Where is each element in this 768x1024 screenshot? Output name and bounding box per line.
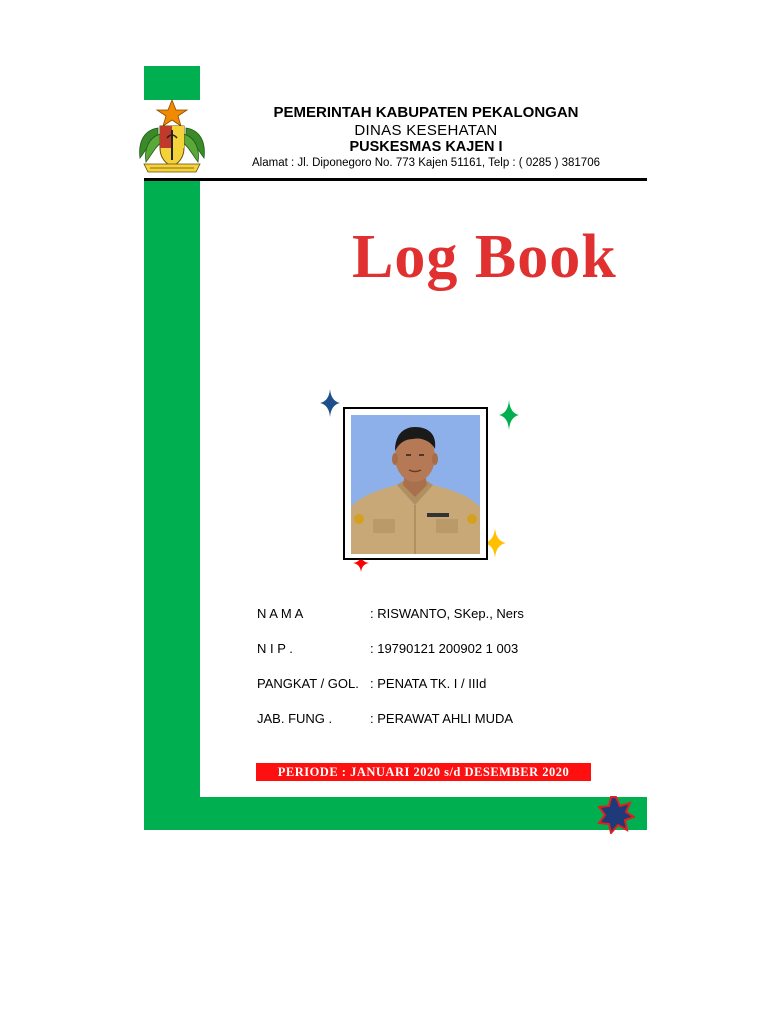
corner-star-icon bbox=[597, 796, 635, 834]
department-name: DINAS KESEHATAN bbox=[354, 122, 498, 139]
profile-photo-frame bbox=[343, 407, 488, 560]
regency-emblem-icon bbox=[136, 98, 208, 176]
header-rule bbox=[144, 178, 647, 181]
green-frame-horizontal bbox=[144, 797, 647, 830]
sparkle-blue-icon bbox=[320, 389, 340, 417]
letterhead bbox=[210, 104, 642, 171]
field-label: N A M A bbox=[257, 606, 304, 621]
field-value: : RISWANTO, SKep., Ners bbox=[370, 606, 524, 621]
field-value: : 19790121 200902 1 003 bbox=[370, 641, 519, 656]
field-label: JAB. FUNG . bbox=[257, 711, 333, 726]
person-portrait-icon bbox=[351, 415, 480, 554]
sparkle-green-icon bbox=[499, 400, 519, 430]
address: Alamat : Jl. Diponegoro No. 773 Kajen 51161, Telp : ( 0285 ) 381706 bbox=[252, 157, 600, 169]
field-value: : PENATA TK. I / IIId bbox=[370, 676, 487, 691]
field-label: N I P . bbox=[257, 641, 293, 656]
field-label: PANGKAT / GOL. bbox=[257, 676, 359, 691]
puskesmas-name: PUSKESMAS KAJEN I bbox=[349, 139, 503, 155]
government-name: PEMERINTAH KABUPATEN PEKALONGAN bbox=[273, 104, 579, 121]
profile-photo bbox=[351, 415, 480, 554]
field-value: : PERAWAT AHLI MUDA bbox=[370, 711, 514, 726]
page-title: Log Book bbox=[352, 223, 617, 291]
periode-banner: PERIODE : JANUARI 2020 s/d DESEMBER 2020 bbox=[256, 763, 591, 781]
